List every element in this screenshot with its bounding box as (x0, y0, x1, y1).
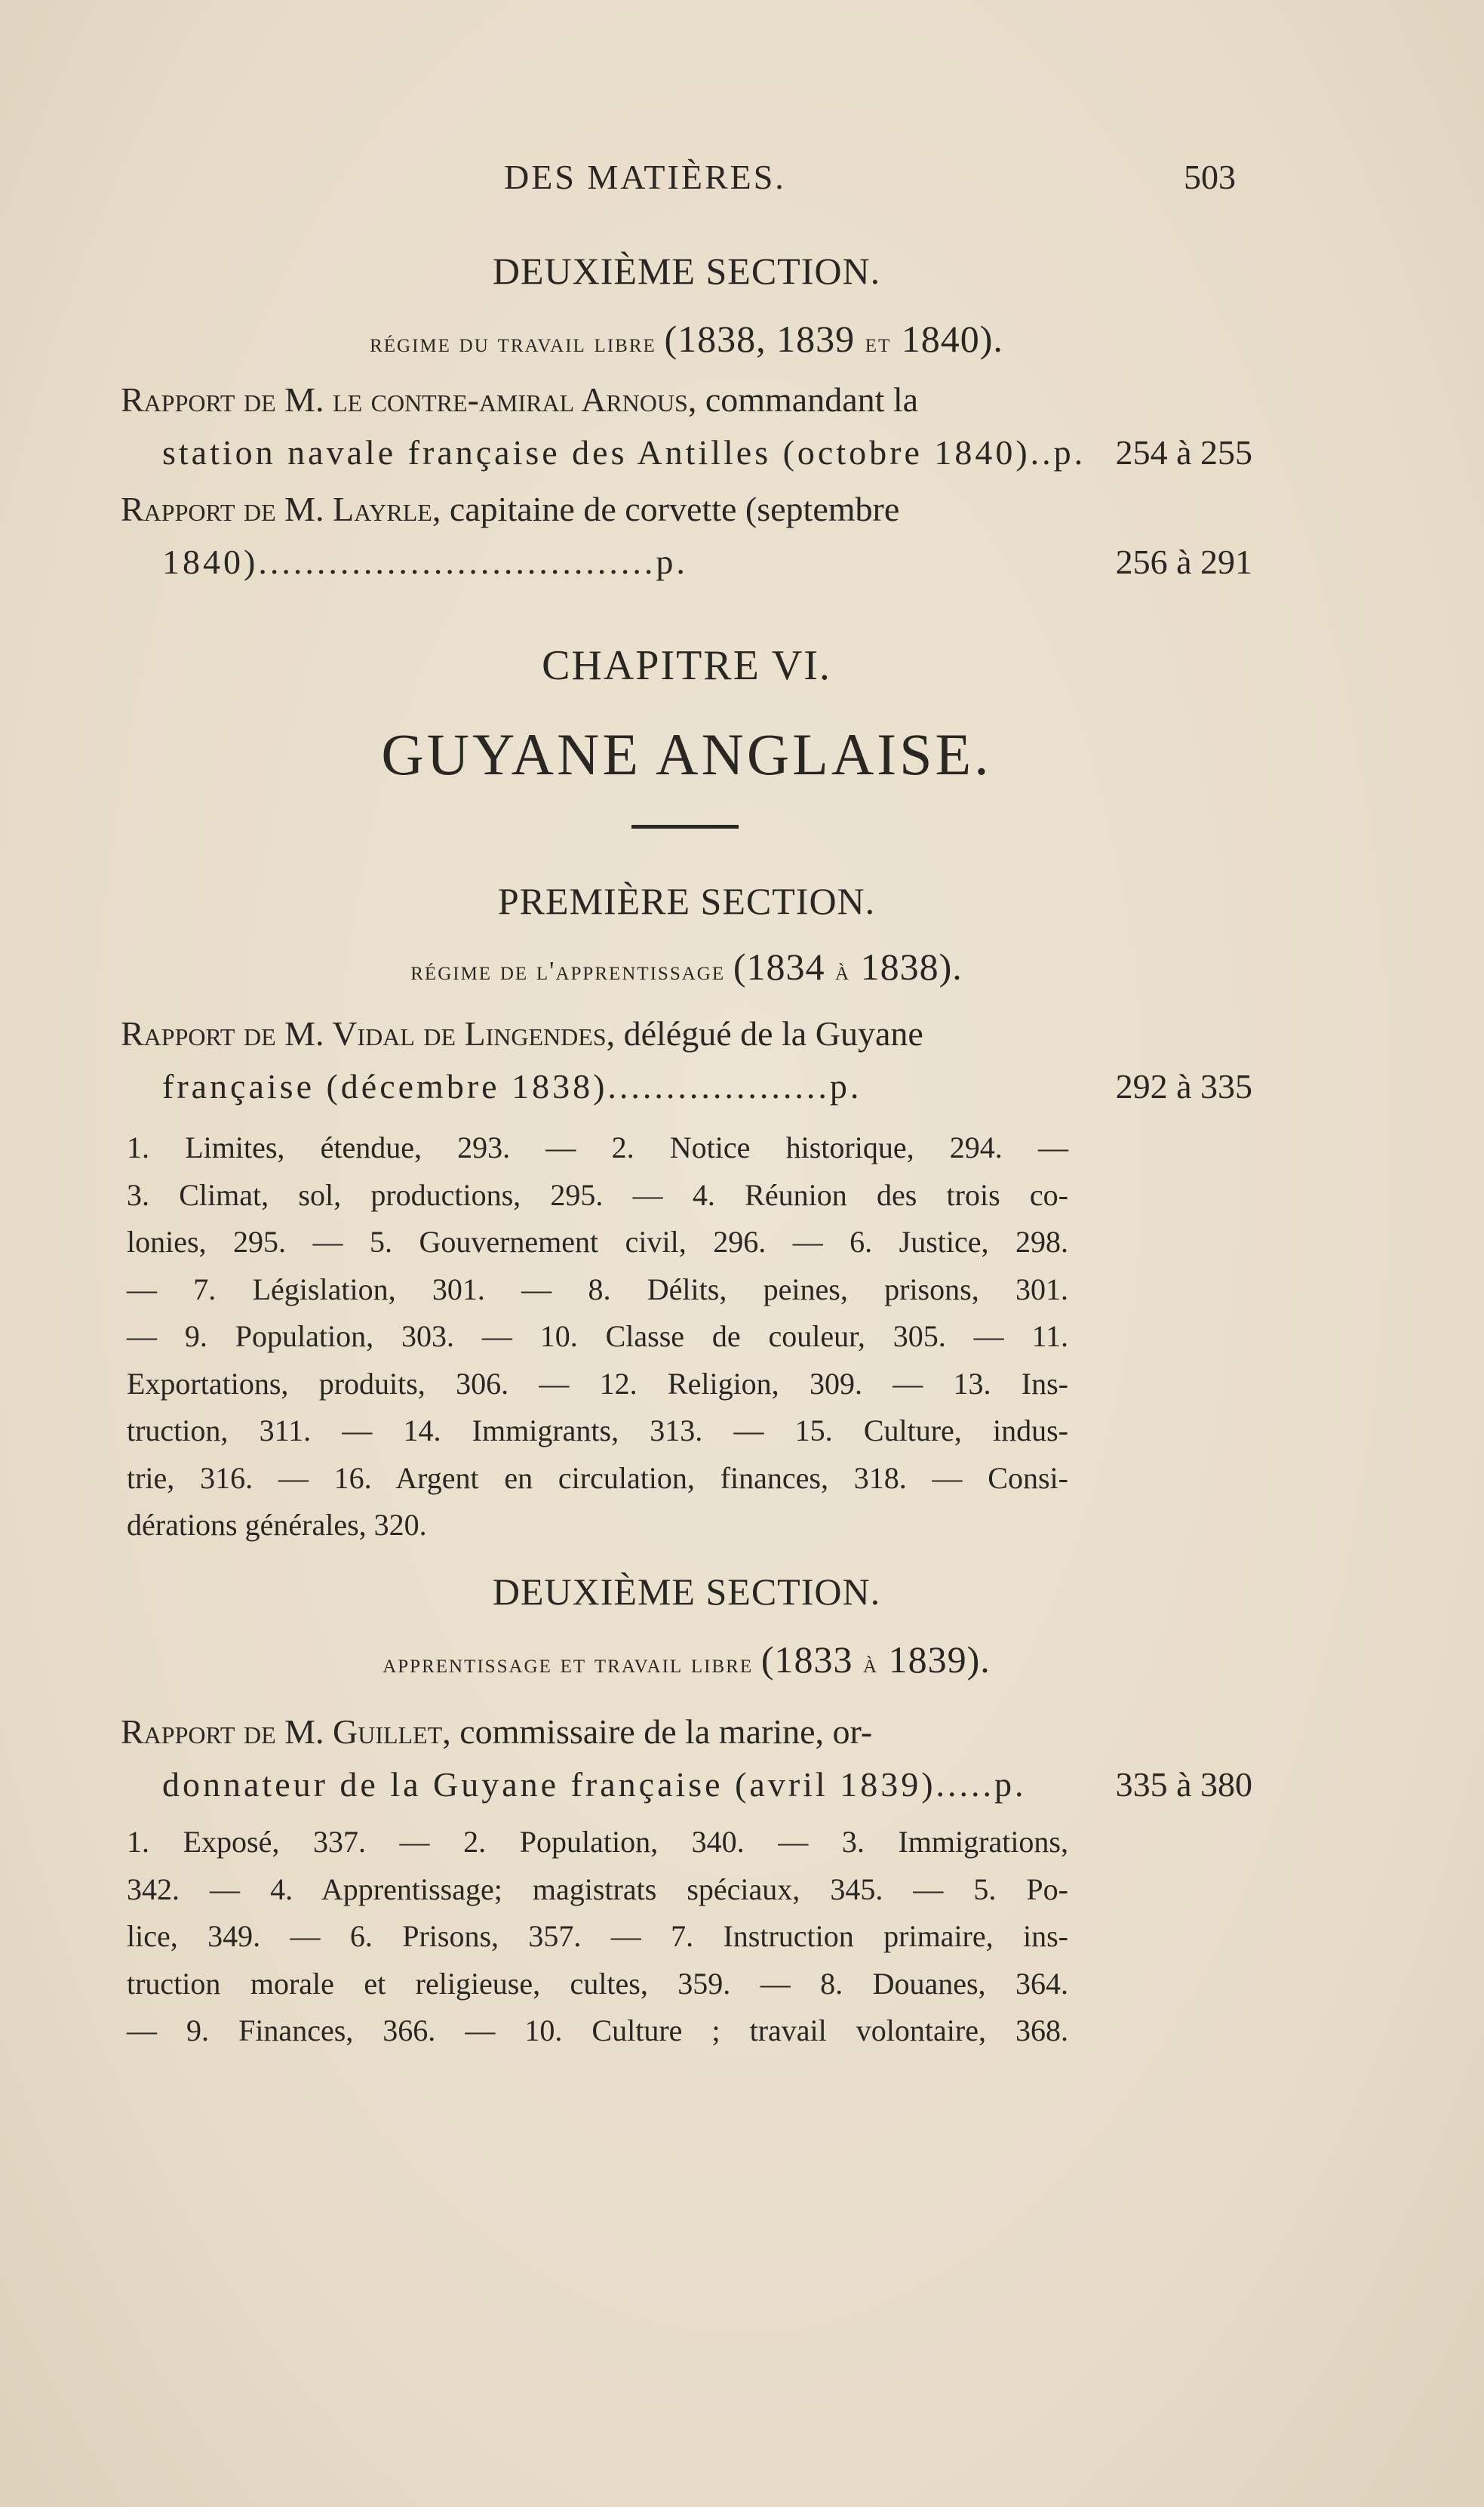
subtitle-words: apprentissage et travail libre (383, 1649, 761, 1678)
entry-details-guillet (127, 1819, 1068, 2055)
entry-details-vidal (127, 1124, 1068, 1549)
detail-line: 1. Limites, étendue, 293. — 2. Notice historique, 294. — (127, 1130, 1068, 1164)
detail-line: lice, 349. — 6. Prisons, 357. — 7. Instruction primaire, ins- (127, 1919, 1068, 1953)
toc-entry-layrle (121, 483, 1252, 589)
toc-entry-guillet (121, 1706, 1252, 1811)
section-subtitle-travail-libre (121, 317, 1252, 361)
subtitle-years: (1833 (760, 1638, 864, 1681)
detail-line: 342. — 4. Apprentissage; magistrats spéciaux, 345. — 5. Po- (127, 1872, 1068, 1906)
section-heading-deuxieme-1: DEUXIÈME SECTION. (492, 250, 881, 292)
entry-text-cont: 1840)..................................p. (162, 543, 688, 581)
detail-line: — 9. Population, 303. — 10. Classe de couleur, 305. — 11. (127, 1319, 1068, 1353)
detail-line: lonies, 295. — 5. Gouvernement civil, 296. — 6. Justice, 298. (127, 1225, 1068, 1259)
section-heading-premiere: PREMIÈRE SECTION. (497, 880, 876, 922)
entry-text: , délégué de la Guyane (606, 1014, 923, 1053)
subtitle-years: (1838, 1839 (664, 318, 865, 360)
toc-entry-arnous (121, 374, 1252, 479)
chapter-title: GUYANE ANGLAISE. (381, 721, 992, 787)
subtitle-and: et (865, 328, 892, 358)
entry-text: , commandant la (687, 380, 919, 419)
detail-line: — 9. Finances, 366. — 10. Culture ; travail volontaire, 368. (127, 2013, 1068, 2047)
entry-text-cont: française (décembre 1838)...................p. (162, 1067, 862, 1106)
running-title: DES MATIÈRES. (504, 158, 786, 196)
entry-pages: 254 à 255 (1115, 433, 1252, 472)
entry-pages: 292 à 335 (1115, 1067, 1252, 1106)
toc-entry-vidal (121, 1007, 1252, 1113)
subtitle-years: (1834 (733, 946, 836, 988)
subtitle-words: régime de l'apprentissage (410, 956, 733, 986)
entry-text-cont: donnateur de la Guyane française (avril 1839).....p. (162, 1765, 1027, 1804)
detail-line: 1. Exposé, 337. — 2. Population, 340. — 3. Immigrations, (127, 1825, 1068, 1859)
subtitle-end: 1839). (878, 1638, 991, 1681)
section-heading-deuxieme-2: DEUXIÈME SECTION. (492, 1570, 881, 1613)
divider-rule (631, 825, 739, 829)
subtitle-end: 1840). (891, 318, 1003, 360)
entry-pages: 256 à 291 (1115, 543, 1252, 581)
section-subtitle-apprentissage (121, 945, 1252, 989)
subtitle-a: à (835, 956, 851, 986)
entry-text: , commissaire de la marine, or- (442, 1712, 873, 1751)
subtitle-end: 1838). (850, 946, 963, 988)
chapter-number: CHAPITRE VI. (542, 642, 831, 689)
detail-line: truction, 311. — 14. Immigrants, 313. — 15. Culture, indus- (127, 1413, 1068, 1447)
entry-text-cont: station navale française des Antilles (octobre 1840)..p. (162, 433, 1086, 472)
detail-line: dérations générales, 320. (127, 1508, 427, 1542)
entry-text: , capitaine de corvette (septembre (432, 490, 900, 528)
page-number: 503 (1184, 158, 1236, 196)
subtitle-words: régime du travail libre (370, 328, 665, 358)
entry-author: Rapport de M. Layrle (121, 490, 432, 528)
detail-line: truction morale et religieuse, cultes, 359. — 8. Douanes, 364. (127, 1966, 1068, 2001)
detail-line: Exportations, produits, 306. — 12. Religion, 309. — 13. Ins- (127, 1366, 1068, 1401)
entry-author: Rapport de M. Vidal de Lingendes (121, 1014, 607, 1053)
entry-author: Rapport de M. le contre-amiral Arnous (121, 380, 688, 419)
detail-line: trie, 316. — 16. Argent en circulation, finances, 318. — Consi- (127, 1460, 1068, 1495)
entry-author: Rapport de M. Guillet (121, 1712, 443, 1751)
detail-line: 3. Climat, sol, productions, 295. — 4. Réunion des trois co- (127, 1177, 1068, 1212)
detail-line: — 7. Législation, 301. — 8. Délits, peines, prisons, 301. (127, 1272, 1068, 1306)
entry-pages: 335 à 380 (1115, 1765, 1252, 1804)
section-subtitle-apprentissage-travail (121, 1638, 1252, 1681)
subtitle-a: à (863, 1649, 879, 1678)
